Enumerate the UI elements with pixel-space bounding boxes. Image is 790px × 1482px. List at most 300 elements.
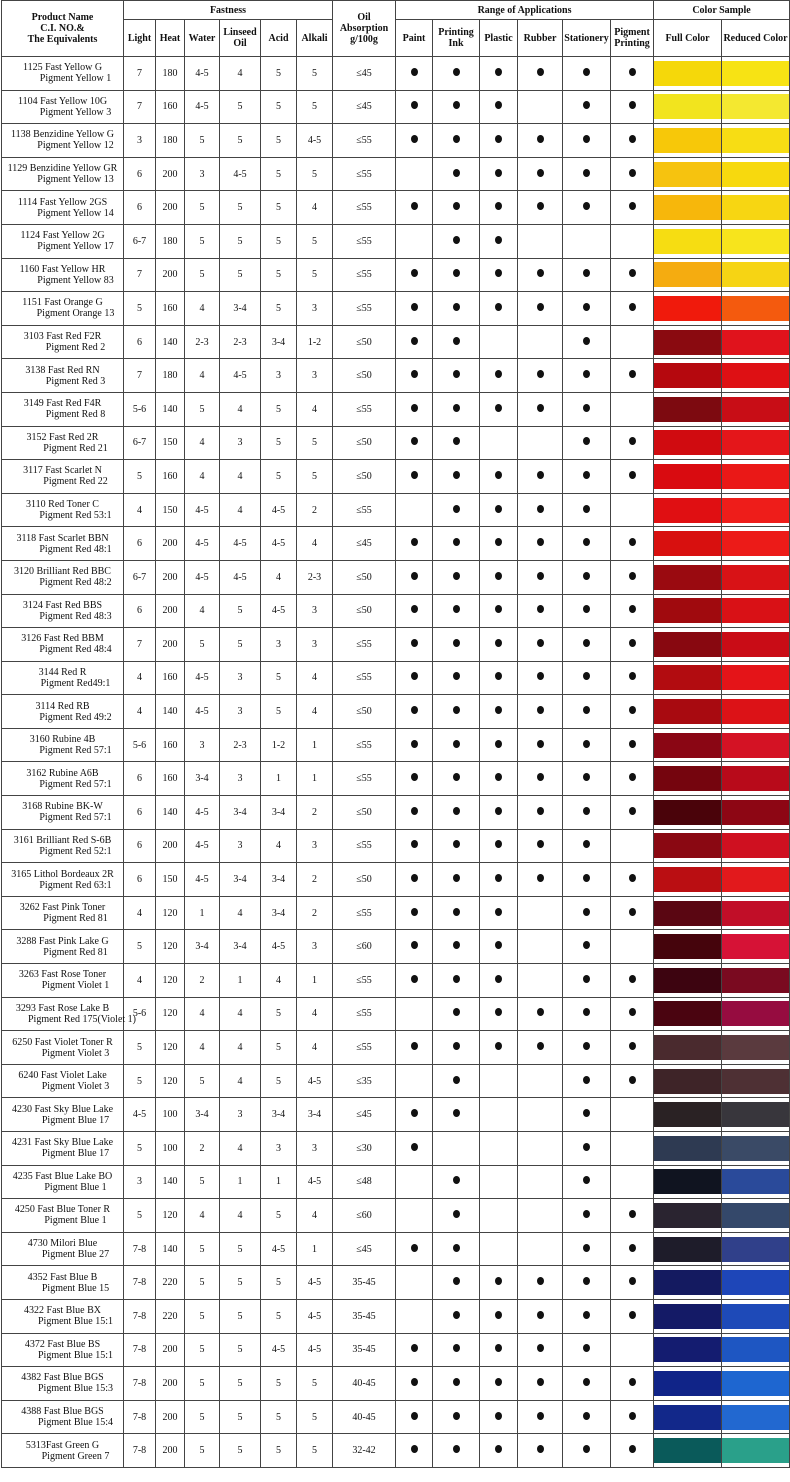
pigment-printing-cell xyxy=(611,1064,654,1098)
table-row xyxy=(2,896,790,930)
reduced-color-cell xyxy=(722,930,790,964)
application-dot-icon xyxy=(629,169,636,177)
water-value: 3 xyxy=(185,157,220,191)
application-dot-icon xyxy=(453,975,460,983)
printing-ink-cell xyxy=(433,325,480,359)
plastic-cell xyxy=(480,695,518,729)
full-color-swatch xyxy=(654,262,721,287)
light-value: 6-7 xyxy=(124,224,156,258)
application-dot-icon xyxy=(453,236,460,244)
rubber-cell xyxy=(518,661,563,695)
product-name: 4372 Fast Blue BS xyxy=(24,1338,101,1350)
full-color-cell xyxy=(654,661,722,695)
ci-equivalent: Pigment Blue 15:3 xyxy=(38,1383,113,1395)
oil-absorption-value: 35-45 xyxy=(333,1299,396,1333)
full-color-cell xyxy=(654,930,722,964)
plastic-cell xyxy=(480,1367,518,1401)
alkali-value: 1 xyxy=(297,1232,333,1266)
application-dot-icon xyxy=(453,1008,460,1016)
reduced-color-swatch xyxy=(722,901,789,926)
ci-equivalent: Pigment Red 52:1 xyxy=(39,845,112,857)
application-dot-icon xyxy=(583,370,590,378)
stationery-cell xyxy=(563,224,611,258)
product-name: 1104 Fast Yellow 10G xyxy=(17,95,108,107)
light-value: 4 xyxy=(124,661,156,695)
table-row xyxy=(2,460,790,494)
printing-ink-cell xyxy=(433,392,480,426)
rubber-cell xyxy=(518,1266,563,1300)
paint-cell xyxy=(396,661,433,695)
application-dot-icon xyxy=(583,672,590,680)
light-header: Light xyxy=(124,20,156,57)
table-row xyxy=(2,1232,790,1266)
application-dot-icon xyxy=(583,437,590,445)
heat-value: 160 xyxy=(156,661,185,695)
product-cell xyxy=(2,426,124,460)
acid-value: 4-5 xyxy=(261,527,297,561)
product-cell xyxy=(2,1031,124,1065)
reduced-color-swatch xyxy=(722,1371,789,1396)
application-dot-icon xyxy=(453,538,460,546)
heat-value: 150 xyxy=(156,863,185,897)
application-dot-icon xyxy=(537,840,544,848)
ci-equivalent: Pigment Red 21 xyxy=(43,442,108,454)
printing-ink-cell xyxy=(433,628,480,662)
printing-ink-cell xyxy=(433,594,480,628)
plastic-cell xyxy=(480,896,518,930)
oil-absorption-value: ≤55 xyxy=(333,728,396,762)
full-color-cell xyxy=(654,1031,722,1065)
reduced-color-cell xyxy=(722,728,790,762)
water-value: 3 xyxy=(185,728,220,762)
reduced-color-cell xyxy=(722,359,790,393)
linseed-oil-value: 3 xyxy=(220,695,261,729)
application-dot-icon xyxy=(495,672,502,680)
rubber-cell xyxy=(518,527,563,561)
application-dot-icon xyxy=(583,874,590,882)
application-dot-icon xyxy=(629,1378,636,1386)
product-cell xyxy=(2,930,124,964)
full-color-swatch xyxy=(654,464,721,489)
application-dot-icon xyxy=(537,471,544,479)
application-dot-icon xyxy=(583,1344,590,1352)
full-color-swatch xyxy=(654,229,721,254)
alkali-value: 5 xyxy=(297,1434,333,1468)
plastic-cell xyxy=(480,1031,518,1065)
paint-cell xyxy=(396,997,433,1031)
plastic-cell xyxy=(480,57,518,91)
stationery-cell xyxy=(563,426,611,460)
application-dot-icon xyxy=(495,840,502,848)
reduced-color-cell xyxy=(722,1232,790,1266)
ci-equivalent: Pigment Violet 3 xyxy=(41,1081,110,1093)
ci-equivalent: Pigment Orange 13 xyxy=(36,308,115,320)
product-cell xyxy=(2,896,124,930)
printing-ink-cell xyxy=(433,863,480,897)
linseed-oil-value: 3-4 xyxy=(220,796,261,830)
full-color-cell xyxy=(654,1165,722,1199)
stationery-cell xyxy=(563,896,611,930)
product-cell xyxy=(2,191,124,225)
light-value: 6 xyxy=(124,527,156,561)
rubber-cell xyxy=(518,964,563,998)
product-name: 4382 Fast Blue BGS xyxy=(21,1372,104,1384)
pigment-printing-cell xyxy=(611,1434,654,1468)
pigment-printing-cell xyxy=(611,1367,654,1401)
rubber-cell xyxy=(518,1367,563,1401)
oil-absorption-value: ≤50 xyxy=(333,426,396,460)
product-name: 4730 Milori Blue xyxy=(27,1238,98,1250)
full-color-cell xyxy=(654,191,722,225)
application-dot-icon xyxy=(453,874,460,882)
alkali-value: 4 xyxy=(297,1031,333,1065)
product-name: 6250 Fast Violet Toner R xyxy=(12,1036,113,1048)
rubber-cell xyxy=(518,292,563,326)
table-row xyxy=(2,997,790,1031)
reduced-color-cell xyxy=(722,57,790,91)
full-color-swatch xyxy=(654,833,721,858)
pigment-printing-cell xyxy=(611,527,654,561)
plastic-cell xyxy=(480,426,518,460)
rubber-cell xyxy=(518,325,563,359)
heat-value: 180 xyxy=(156,124,185,158)
table-row xyxy=(2,224,790,258)
reduced-color-swatch xyxy=(722,733,789,758)
plastic-cell xyxy=(480,392,518,426)
reduced-color-cell xyxy=(722,292,790,326)
stationery-cell xyxy=(563,57,611,91)
light-value: 5-6 xyxy=(124,392,156,426)
acid-value: 4-5 xyxy=(261,493,297,527)
reduced-color-swatch xyxy=(722,128,789,153)
product-header: Product Name C.I. NO.& The Equivalents xyxy=(2,1,124,57)
water-value: 4-5 xyxy=(185,863,220,897)
stationery-cell xyxy=(563,796,611,830)
product-name: 4230 Fast Sky Blue Lake xyxy=(11,1103,114,1115)
application-dot-icon xyxy=(411,1378,418,1386)
ci-equivalent: Pigment Yellow 14 xyxy=(37,207,114,219)
application-dot-icon xyxy=(629,1244,636,1252)
product-cell xyxy=(2,527,124,561)
full-color-cell xyxy=(654,829,722,863)
pigment-printing-cell xyxy=(611,392,654,426)
stationery-cell xyxy=(563,1132,611,1166)
application-dot-icon xyxy=(411,773,418,781)
oil-absorption-value: ≤48 xyxy=(333,1165,396,1199)
application-dot-icon xyxy=(583,471,590,479)
reduced-color-swatch xyxy=(722,296,789,321)
pigment-printing-cell xyxy=(611,191,654,225)
full-color-cell xyxy=(654,57,722,91)
application-dot-icon xyxy=(411,437,418,445)
light-value: 7 xyxy=(124,628,156,662)
table-row xyxy=(2,796,790,830)
light-value: 3 xyxy=(124,124,156,158)
reduced-color-swatch xyxy=(722,598,789,623)
paint-cell xyxy=(396,896,433,930)
application-dot-icon xyxy=(453,1311,460,1319)
plastic-cell xyxy=(480,1333,518,1367)
product-name: 5313Fast Green G xyxy=(25,1439,100,1451)
full-color-cell xyxy=(654,863,722,897)
application-dot-icon xyxy=(629,269,636,277)
oil-absorption-value: ≤55 xyxy=(333,1031,396,1065)
pigment-printing-cell xyxy=(611,57,654,91)
pigment-printing-cell xyxy=(611,930,654,964)
full-color-cell xyxy=(654,157,722,191)
light-value: 7 xyxy=(124,258,156,292)
reduced-color-cell xyxy=(722,1434,790,1468)
application-dot-icon xyxy=(583,1378,590,1386)
printing-ink-cell xyxy=(433,90,480,124)
pigment-printing-cell xyxy=(611,460,654,494)
table-row xyxy=(2,1098,790,1132)
application-dot-icon xyxy=(583,538,590,546)
light-value: 6 xyxy=(124,863,156,897)
water-value: 4-5 xyxy=(185,796,220,830)
oil-absorption-value: ≤55 xyxy=(333,964,396,998)
printing-ink-cell xyxy=(433,964,480,998)
table-row xyxy=(2,1299,790,1333)
application-dot-icon xyxy=(453,505,460,513)
heat-value: 140 xyxy=(156,796,185,830)
reduced-color-cell xyxy=(722,90,790,124)
product-name: 3161 Brilliant Red S-6B xyxy=(13,834,112,846)
application-dot-icon xyxy=(583,202,590,210)
plastic-cell xyxy=(480,1400,518,1434)
linseed-oil-value: 4 xyxy=(220,460,261,494)
acid-value: 5 xyxy=(261,224,297,258)
printing-ink-cell xyxy=(433,1299,480,1333)
plastic-cell xyxy=(480,594,518,628)
reduced-color-cell xyxy=(722,1165,790,1199)
full-color-cell xyxy=(654,493,722,527)
reduced-color-swatch xyxy=(722,968,789,993)
application-dot-icon xyxy=(583,1008,590,1016)
application-dot-icon xyxy=(453,1109,460,1117)
paint-cell xyxy=(396,1132,433,1166)
heat-value: 140 xyxy=(156,1165,185,1199)
acid-value: 3 xyxy=(261,359,297,393)
application-dot-icon xyxy=(453,639,460,647)
stationery-cell xyxy=(563,1098,611,1132)
product-name: 3149 Fast Red F4R xyxy=(23,398,102,410)
rubber-cell xyxy=(518,1098,563,1132)
printing-ink-cell xyxy=(433,896,480,930)
rubber-cell xyxy=(518,359,563,393)
plastic-cell xyxy=(480,527,518,561)
acid-value: 1 xyxy=(261,762,297,796)
application-dot-icon xyxy=(537,538,544,546)
paint-cell xyxy=(396,527,433,561)
light-value: 7 xyxy=(124,57,156,91)
pigment-printing-cell xyxy=(611,762,654,796)
ci-equivalent: Pigment Red 22 xyxy=(43,476,108,488)
plastic-cell xyxy=(480,628,518,662)
paint-cell xyxy=(396,728,433,762)
water-value: 4-5 xyxy=(185,493,220,527)
light-value: 5 xyxy=(124,1064,156,1098)
reduced-color-cell xyxy=(722,460,790,494)
oil-absorption-value: ≤35 xyxy=(333,1064,396,1098)
linseed-oil-value: 5 xyxy=(220,1266,261,1300)
alkali-value: 4 xyxy=(297,695,333,729)
rubber-cell xyxy=(518,224,563,258)
rubber-cell xyxy=(518,1064,563,1098)
table-row xyxy=(2,426,790,460)
application-dot-icon xyxy=(583,572,590,580)
water-value: 4-5 xyxy=(185,527,220,561)
plastic-cell xyxy=(480,829,518,863)
stationery-cell xyxy=(563,560,611,594)
product-name: 1124 Fast Yellow 2G xyxy=(20,230,105,242)
application-dot-icon xyxy=(583,169,590,177)
application-dot-icon xyxy=(583,639,590,647)
water-value: 5 xyxy=(185,1232,220,1266)
reduced-color-cell xyxy=(722,191,790,225)
product-name: 4250 Fast Blue Toner R xyxy=(14,1204,111,1216)
water-value: 4 xyxy=(185,460,220,494)
stationery-cell xyxy=(563,1064,611,1098)
printing-ink-cell xyxy=(433,1031,480,1065)
table-row xyxy=(2,1165,790,1199)
linseed-oil-value: 4-5 xyxy=(220,359,261,393)
linseed-oil-value: 4 xyxy=(220,896,261,930)
full-color-swatch xyxy=(654,94,721,119)
reduced-color-swatch xyxy=(722,1136,789,1161)
water-value: 5 xyxy=(185,392,220,426)
printing-ink-cell xyxy=(433,1367,480,1401)
product-name: 3124 Fast Red BBS xyxy=(22,599,103,611)
full-color-swatch xyxy=(654,565,721,590)
water-value: 5 xyxy=(185,628,220,662)
application-dot-icon xyxy=(583,1042,590,1050)
table-row xyxy=(2,594,790,628)
application-dot-icon xyxy=(583,1277,590,1285)
ci-equivalent: Pigment Yellow 13 xyxy=(37,174,114,186)
oil-absorption-value: 32-42 xyxy=(333,1434,396,1468)
reduced-color-swatch xyxy=(722,464,789,489)
application-dot-icon xyxy=(537,370,544,378)
pigment-printing-cell xyxy=(611,1400,654,1434)
alkali-value: 3 xyxy=(297,829,333,863)
application-dot-icon xyxy=(453,135,460,143)
light-value: 6 xyxy=(124,157,156,191)
rubber-cell xyxy=(518,1434,563,1468)
table-row xyxy=(2,863,790,897)
application-dot-icon xyxy=(537,303,544,311)
application-dot-icon xyxy=(453,908,460,916)
acid-value: 3-4 xyxy=(261,796,297,830)
water-value: 4-5 xyxy=(185,829,220,863)
reduced-color-cell xyxy=(722,1199,790,1233)
pigment-printing-cell xyxy=(611,224,654,258)
heat-value: 180 xyxy=(156,359,185,393)
application-dot-icon xyxy=(629,1445,636,1453)
application-dot-icon xyxy=(453,1344,460,1352)
alkali-value: 4-5 xyxy=(297,1333,333,1367)
stationery-cell xyxy=(563,292,611,326)
application-dot-icon xyxy=(629,1008,636,1016)
printing-ink-cell xyxy=(433,191,480,225)
application-dot-icon xyxy=(537,1008,544,1016)
oil-absorption-value: ≤55 xyxy=(333,896,396,930)
application-dot-icon xyxy=(629,303,636,311)
product-name: 1160 Fast Yellow HR xyxy=(19,263,106,275)
pigment-printing-cell xyxy=(611,728,654,762)
acid-value: 3-4 xyxy=(261,1098,297,1132)
alkali-value: 5 xyxy=(297,90,333,124)
application-dot-icon xyxy=(629,874,636,882)
pigment-printing-cell xyxy=(611,1232,654,1266)
application-dot-icon xyxy=(629,773,636,781)
pigment-printing-cell xyxy=(611,359,654,393)
full-color-swatch xyxy=(654,598,721,623)
printing-ink-cell xyxy=(433,1333,480,1367)
reduced-color-cell xyxy=(722,997,790,1031)
acid-value: 1-2 xyxy=(261,728,297,762)
application-dot-icon xyxy=(583,1176,590,1184)
plastic-cell xyxy=(480,493,518,527)
paint-cell xyxy=(396,1299,433,1333)
application-dot-icon xyxy=(629,202,636,210)
light-value: 7-8 xyxy=(124,1367,156,1401)
water-value: 2-3 xyxy=(185,325,220,359)
application-dot-icon xyxy=(453,605,460,613)
pigment-printing-cell xyxy=(611,695,654,729)
ci-equivalent: Pigment Red 49:2 xyxy=(39,711,112,723)
acid-value: 5 xyxy=(261,157,297,191)
reduced-color-swatch xyxy=(722,94,789,119)
plastic-cell xyxy=(480,560,518,594)
water-value: 4 xyxy=(185,359,220,393)
light-value: 7-8 xyxy=(124,1400,156,1434)
application-dot-icon xyxy=(629,101,636,109)
full-color-cell xyxy=(654,560,722,594)
application-dot-icon xyxy=(495,740,502,748)
application-dot-icon xyxy=(537,1277,544,1285)
application-dot-icon xyxy=(495,1344,502,1352)
light-value: 6 xyxy=(124,796,156,830)
application-dot-icon xyxy=(583,1109,590,1117)
stationery-cell xyxy=(563,863,611,897)
heat-value: 200 xyxy=(156,594,185,628)
pigment-printing-cell xyxy=(611,796,654,830)
oil-absorption-value: ≤55 xyxy=(333,157,396,191)
product-cell xyxy=(2,1199,124,1233)
product-name: 3288 Fast Pink Lake G xyxy=(16,935,109,947)
reduced-color-cell xyxy=(722,258,790,292)
acid-value: 4-5 xyxy=(261,1333,297,1367)
acid-value: 3-4 xyxy=(261,896,297,930)
light-value: 6 xyxy=(124,191,156,225)
rubber-cell xyxy=(518,1400,563,1434)
rubber-cell xyxy=(518,426,563,460)
linseed-oil-value: 4-5 xyxy=(220,560,261,594)
pigment-printing-cell xyxy=(611,1031,654,1065)
reduced-color-cell xyxy=(722,1098,790,1132)
reduced-color-header: Reduced Color xyxy=(722,20,790,57)
plastic-cell xyxy=(480,1132,518,1166)
acid-value: 4-5 xyxy=(261,1232,297,1266)
pigment-printing-cell xyxy=(611,124,654,158)
ci-equivalent: Pigment Blue 15:1 xyxy=(38,1349,113,1361)
table-row xyxy=(2,90,790,124)
oil-absorption-value: ≤50 xyxy=(333,359,396,393)
alkali-value: 4-5 xyxy=(297,1165,333,1199)
reduced-color-cell xyxy=(722,560,790,594)
full-color-swatch xyxy=(654,1169,721,1194)
